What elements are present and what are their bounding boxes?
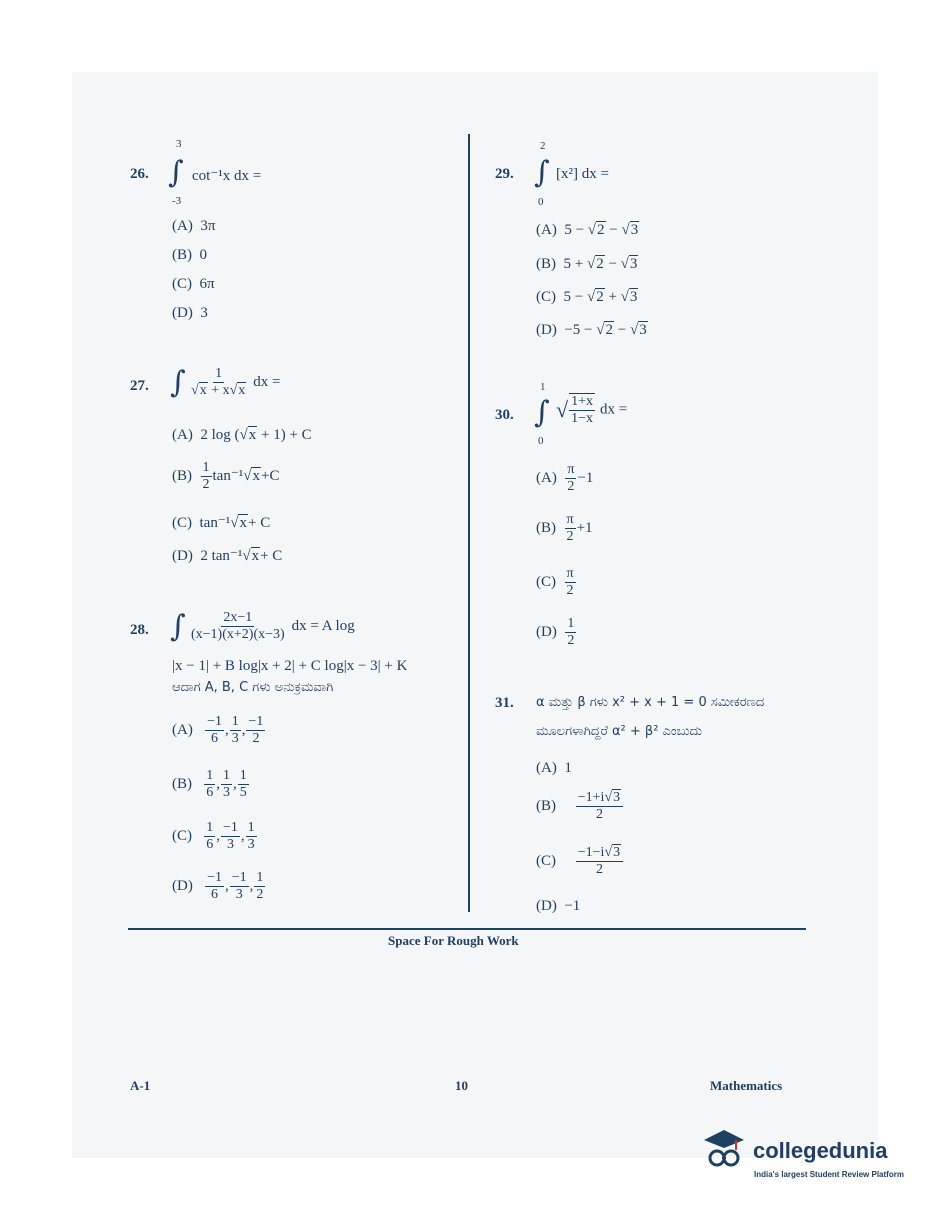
rough-work-divider bbox=[128, 928, 806, 930]
q30-lower-limit: 0 bbox=[538, 435, 544, 447]
q26-option-a: (A) 3π bbox=[172, 218, 216, 234]
footer-code: A-1 bbox=[130, 1078, 151, 1093]
q28-line-2: |x − 1| + B log|x + 2| + C log|x − 3| + K bbox=[172, 658, 408, 674]
q27-option-c: (C) tan⁻¹√x+ C bbox=[172, 515, 271, 531]
q28-option-a: (A) $\frac{-1}{6}$ , $\frac{1}{3}$ , $\frac{-1}{2}$ bbox=[172, 714, 264, 746]
q30-integrand: √ $\frac{1+x}{1-x}$ dx = bbox=[556, 394, 628, 426]
q31-option-c: (C) $\frac{-1-i√3}{2}$ bbox=[536, 845, 624, 878]
integral-sign-icon: ∫ bbox=[534, 155, 550, 190]
q31-line-1: α ಮತ್ತು β ಗಳು x² + x + 1 = 0 ಸಮೀಕರಣದ bbox=[536, 695, 765, 710]
column-divider bbox=[468, 134, 470, 912]
q29-option-c: (C) 5 − √2 + √3 bbox=[536, 289, 638, 305]
q30-option-d: (D) $\frac{1}{2}$ bbox=[536, 616, 575, 648]
q26-option-c: (C) 6π bbox=[172, 276, 215, 292]
q27-integrand: $\frac{1}{√x + x√x}$ dx = bbox=[191, 366, 281, 398]
integral-sign-icon: ∫ bbox=[170, 609, 186, 644]
rough-work-label: Space For Rough Work bbox=[388, 933, 519, 948]
q26-integrand: cot⁻¹x dx = bbox=[192, 168, 262, 184]
q29-option-d: (D) −5 − √2 − √3 bbox=[536, 322, 647, 338]
q28-option-d: (D) $\frac{-1}{6}$ , $\frac{-1}{3}$ , $\frac{1}{2}$ bbox=[172, 870, 264, 902]
q30-option-c: (C) $\frac{\pi}{2}$ bbox=[536, 566, 574, 598]
q26-upper-limit: 3 bbox=[176, 138, 182, 150]
q27-option-d: (D) 2 tan⁻¹√x+ C bbox=[172, 548, 283, 564]
q26-number: 26. bbox=[130, 166, 149, 182]
q28-option-b: (B) $\frac{1}{6}$ , $\frac{1}{3}$ , $\frac{1}{5}$ bbox=[172, 768, 247, 800]
integral-sign-icon: ∫ bbox=[170, 365, 186, 400]
footer-page-number: 10 bbox=[455, 1078, 468, 1093]
q31-option-d: (D) −1 bbox=[536, 898, 581, 914]
q29-upper-limit: 2 bbox=[540, 140, 546, 152]
q29-integrand: [x²] dx = bbox=[556, 166, 609, 182]
footer-subject: Mathematics bbox=[710, 1078, 783, 1093]
q26-lower-limit: -3 bbox=[172, 195, 182, 207]
q31-option-b: (B) $\frac{-1+i√3}{2}$ bbox=[536, 790, 624, 823]
q30-number: 30. bbox=[495, 407, 514, 423]
q27-number: 27. bbox=[130, 378, 149, 394]
q28-integrand: $\frac{2x-1}{(x-1)(x+2)(x-3)}$ dx = A log bbox=[191, 610, 355, 642]
integral-sign-icon: ∫ bbox=[168, 155, 184, 190]
q31-number: 31. bbox=[495, 695, 514, 711]
q30-upper-limit: 1 bbox=[540, 381, 546, 393]
graduate-cap-logo-icon bbox=[700, 1126, 746, 1172]
q31-line-2: ಮೂಲಗಳಾಗಿದ್ದರೆ α² + β² ಎಂಬುದು bbox=[536, 724, 703, 739]
q28-number: 28. bbox=[130, 622, 149, 638]
q29-option-b: (B) 5 + √2 − √3 bbox=[536, 256, 638, 272]
q28-line-3: ಆದಾಗ A, B, C ಗಳು ಅನುಕ್ರಮವಾಗಿ bbox=[172, 680, 334, 695]
q27-option-b: (B) $\frac{1}{2}$ tan⁻¹√x+C bbox=[172, 460, 280, 492]
q30-option-a: (A) $\frac{\pi}{2}$ −1 bbox=[536, 462, 594, 494]
q28-option-c: (C) $\frac{1}{6}$ , $\frac{-1}{3}$ , $\frac{1}{3}$ bbox=[172, 820, 255, 852]
q29-number: 29. bbox=[495, 166, 514, 182]
q29-option-a: (A) 5 − √2 − √3 bbox=[536, 222, 639, 238]
watermark-tagline: India's largest Student Review Platform bbox=[754, 1170, 904, 1179]
q26-option-d: (D) 3 bbox=[172, 305, 208, 321]
watermark-brand: collegedunia bbox=[753, 1138, 888, 1163]
integral-sign-icon: ∫ bbox=[534, 395, 550, 430]
q26-option-b: (B) 0 bbox=[172, 247, 207, 263]
q29-lower-limit: 0 bbox=[538, 196, 544, 208]
q31-option-a: (A) 1 bbox=[536, 760, 572, 776]
q27-option-a: (A) 2 log (√x + 1) + C bbox=[172, 427, 312, 443]
q30-option-b: (B) $\frac{\pi}{2}$ +1 bbox=[536, 512, 593, 544]
